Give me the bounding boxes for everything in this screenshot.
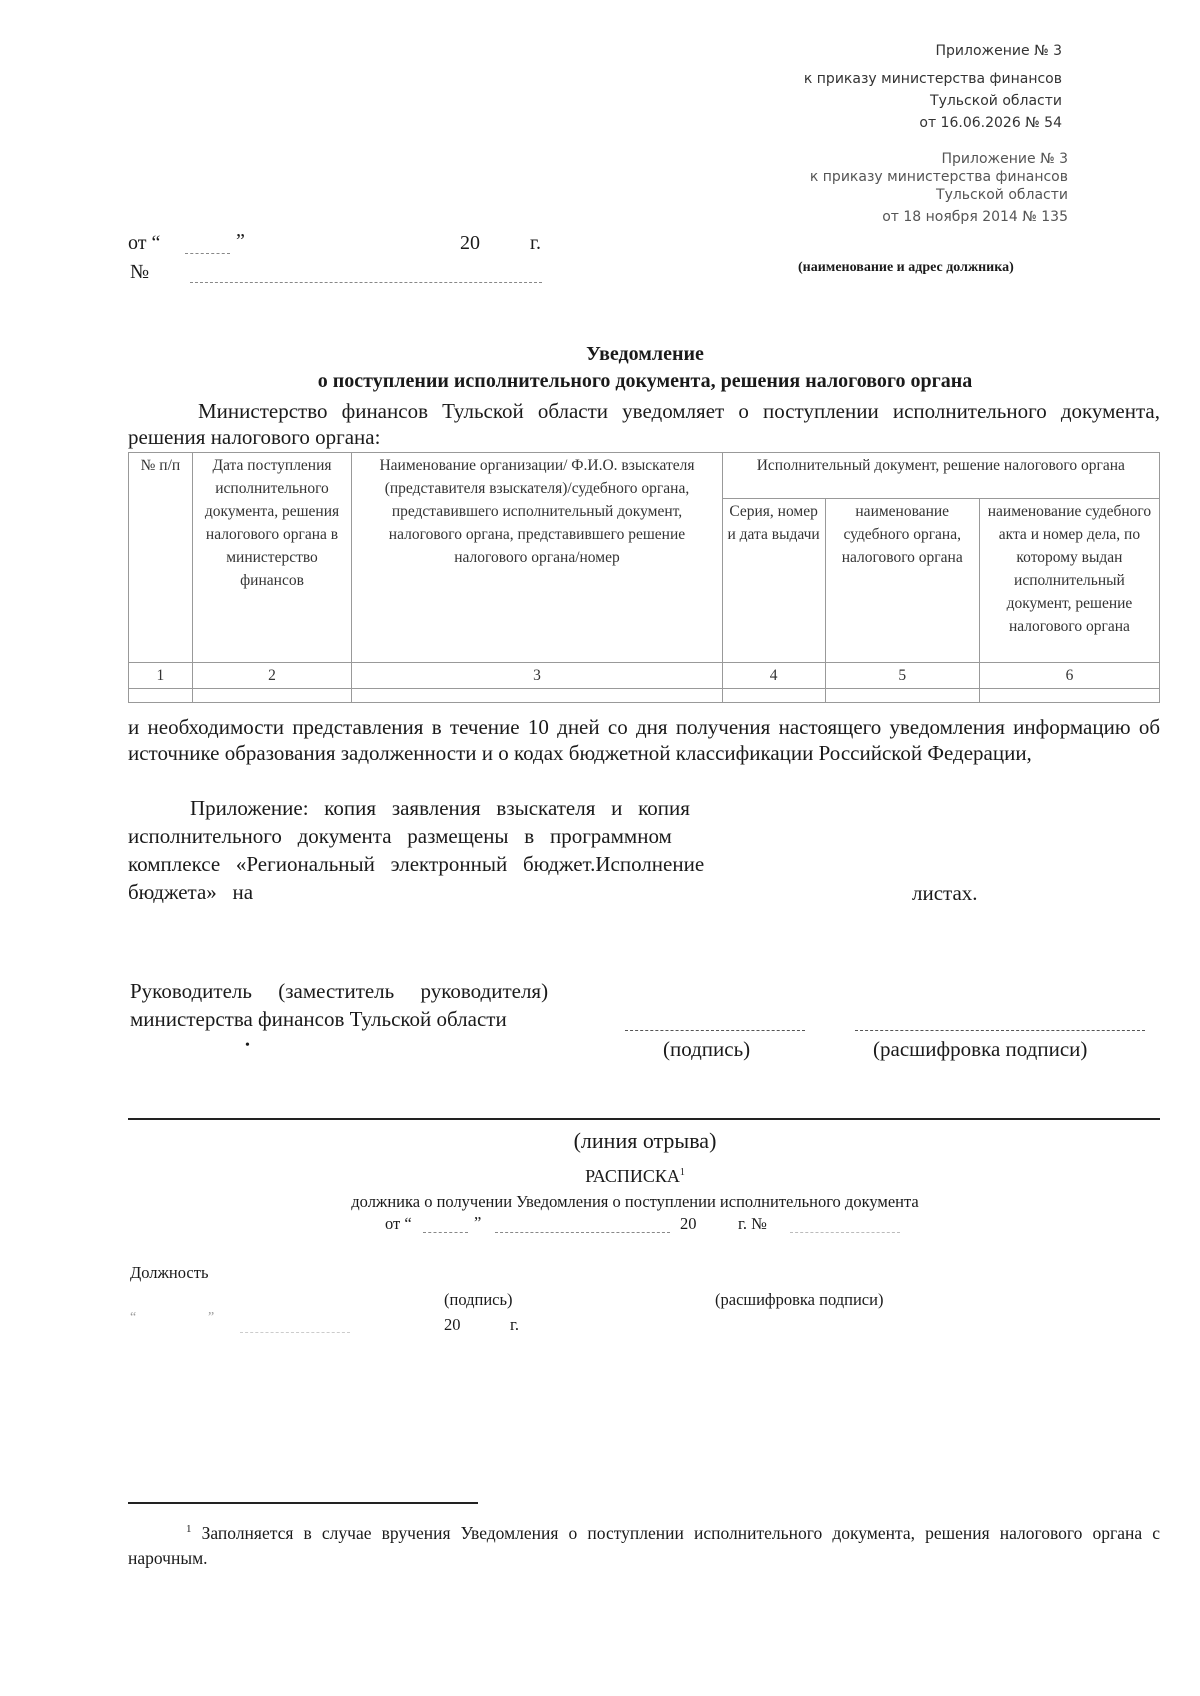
- footnote: [128, 1517, 1160, 1571]
- order-line-2: Тульской области: [930, 93, 1062, 109]
- bullet-mark: •: [245, 1038, 250, 1053]
- header-series: Серия, номер и дата выдачи: [722, 499, 825, 663]
- appendix-header-2: [810, 150, 1068, 226]
- table-header-row: [129, 453, 1160, 499]
- header-date: Дата поступления исполнительного документа, решения налогового органа в министерство финансов: [192, 453, 351, 663]
- footnote-text: Заполняется в случае вручения Уведомления о поступлении исполнительного документа, решения налогового органа с нарочным.: [128, 1522, 1160, 1568]
- document-subtitle: о поступлении исполнительного документа, решения налогового органа: [317, 370, 973, 392]
- col-number: 4: [722, 663, 825, 689]
- col-number: 1: [129, 663, 193, 689]
- attachment-line-4: бюджета» на: [128, 880, 254, 904]
- number-label: №: [130, 261, 150, 283]
- receipt-g-2: г.: [510, 1315, 520, 1334]
- receipt-label: РАСПИСКА: [585, 1166, 680, 1186]
- receipt-footnote-mark: 1: [679, 1167, 685, 1178]
- footnote-separator: [128, 1502, 478, 1504]
- receipt-date-from: от “: [385, 1214, 412, 1233]
- tear-off-label: (линия отрыва): [573, 1128, 717, 1153]
- intro-paragraph: Министерство финансов Тульской области уведомляет о поступлении исполнительного документа, решения налогового органа:: [128, 399, 1160, 449]
- name-caption: (расшифровка подписи): [873, 1037, 1088, 1061]
- receipt-g-number: г. №: [738, 1214, 767, 1233]
- appendix2-line-2: к приказу министерства финансов: [809, 169, 1068, 185]
- day-blank: [185, 253, 230, 254]
- receipt-quote-close: ”: [474, 1213, 482, 1232]
- receipt-signature-caption: (подпись): [444, 1290, 513, 1309]
- appendix2-line-3: Тульской области: [936, 187, 1068, 203]
- table-empty-row: [129, 689, 1160, 703]
- table-number-row: [129, 663, 1160, 689]
- attachment-line-2: исполнительного документа размещены в программном: [128, 824, 672, 848]
- receipt-date-blank: [240, 1332, 350, 1333]
- attachment-line-1: Приложение: копия заявления взыскателя и копия: [190, 796, 690, 820]
- position-label: Должность: [130, 1263, 209, 1282]
- order-line-3: от 16.06.2026 № 54: [919, 115, 1062, 131]
- receipt-day-blank: [423, 1232, 468, 1233]
- receipt-date-open-quote: “: [130, 1310, 137, 1325]
- appendix-number: Приложение № 3: [935, 43, 1062, 59]
- number-blank: [190, 282, 542, 283]
- signature-caption: (подпись): [663, 1037, 751, 1061]
- receipt-subtitle: должника о получении Уведомления о поступлении исполнительного документа: [351, 1192, 919, 1211]
- header-group: Исполнительный документ, решение налогового органа: [722, 453, 1159, 499]
- header-name: Наименование организации/ Ф.И.О. взыскателя (представителя взыскателя)/судебного органа, представившего исполнительный документ, налогового органа, представившего решение налогового органа/номер: [352, 453, 722, 663]
- receipt-date-close-quote: ”: [208, 1310, 215, 1325]
- signature-line: [625, 1030, 805, 1031]
- tear-off-line: [128, 1118, 1160, 1120]
- appendix2-line-4: от 18 ноября 2014 № 135: [882, 209, 1068, 225]
- order-line-1: к приказу министерства финансов: [803, 71, 1062, 87]
- date-from-label: от “: [128, 232, 161, 254]
- receipt-title: [0, 1166, 1200, 1187]
- signatory-title-1: Руководитель (заместитель руководителя): [130, 979, 549, 1003]
- appendix2-line-1: Приложение № 3: [941, 151, 1068, 167]
- col-number: 2: [192, 663, 351, 689]
- date-quote-close: ”: [236, 230, 245, 252]
- receipt-number-blank: [790, 1232, 900, 1233]
- name-line: [855, 1030, 1145, 1031]
- receipt-year: 20: [680, 1214, 697, 1233]
- receipt-month-blank: [495, 1232, 670, 1233]
- receipt-year-2: 20: [444, 1315, 461, 1334]
- col-number: 5: [825, 663, 979, 689]
- signatory-title-2: министерства финансов Тульской области: [130, 1007, 507, 1031]
- document-title: Уведомление: [586, 343, 704, 365]
- date-g: г.: [530, 232, 541, 254]
- date-year: 20: [460, 232, 480, 254]
- body-paragraph: и необходимости представления в течение 10 дней со дня получения настоящего уведомления информацию об источнике образования задолженности и о кодах бюджетной классификации Российской Федерации,: [128, 715, 1160, 765]
- col-number: 3: [352, 663, 722, 689]
- header-act: наименование судебного акта и номер дела, по которому выдан исполнительный документ, решение налогового органа: [979, 499, 1159, 663]
- header-court: наименование судебного органа, налогового органа: [825, 499, 979, 663]
- attachment-line-3: комплексе «Региональный электронный бюджет.Исполнение: [128, 852, 705, 876]
- col-number: 6: [979, 663, 1159, 689]
- footnote-mark: 1: [186, 1523, 192, 1535]
- debtor-caption: (наименование и адрес должника): [798, 260, 1014, 275]
- documents-table: [128, 452, 1160, 703]
- sheets-label: листах.: [912, 881, 978, 905]
- header-num: № п/п: [129, 453, 193, 663]
- receipt-name-caption: (расшифровка подписи): [715, 1290, 884, 1309]
- appendix-header: [804, 40, 1062, 134]
